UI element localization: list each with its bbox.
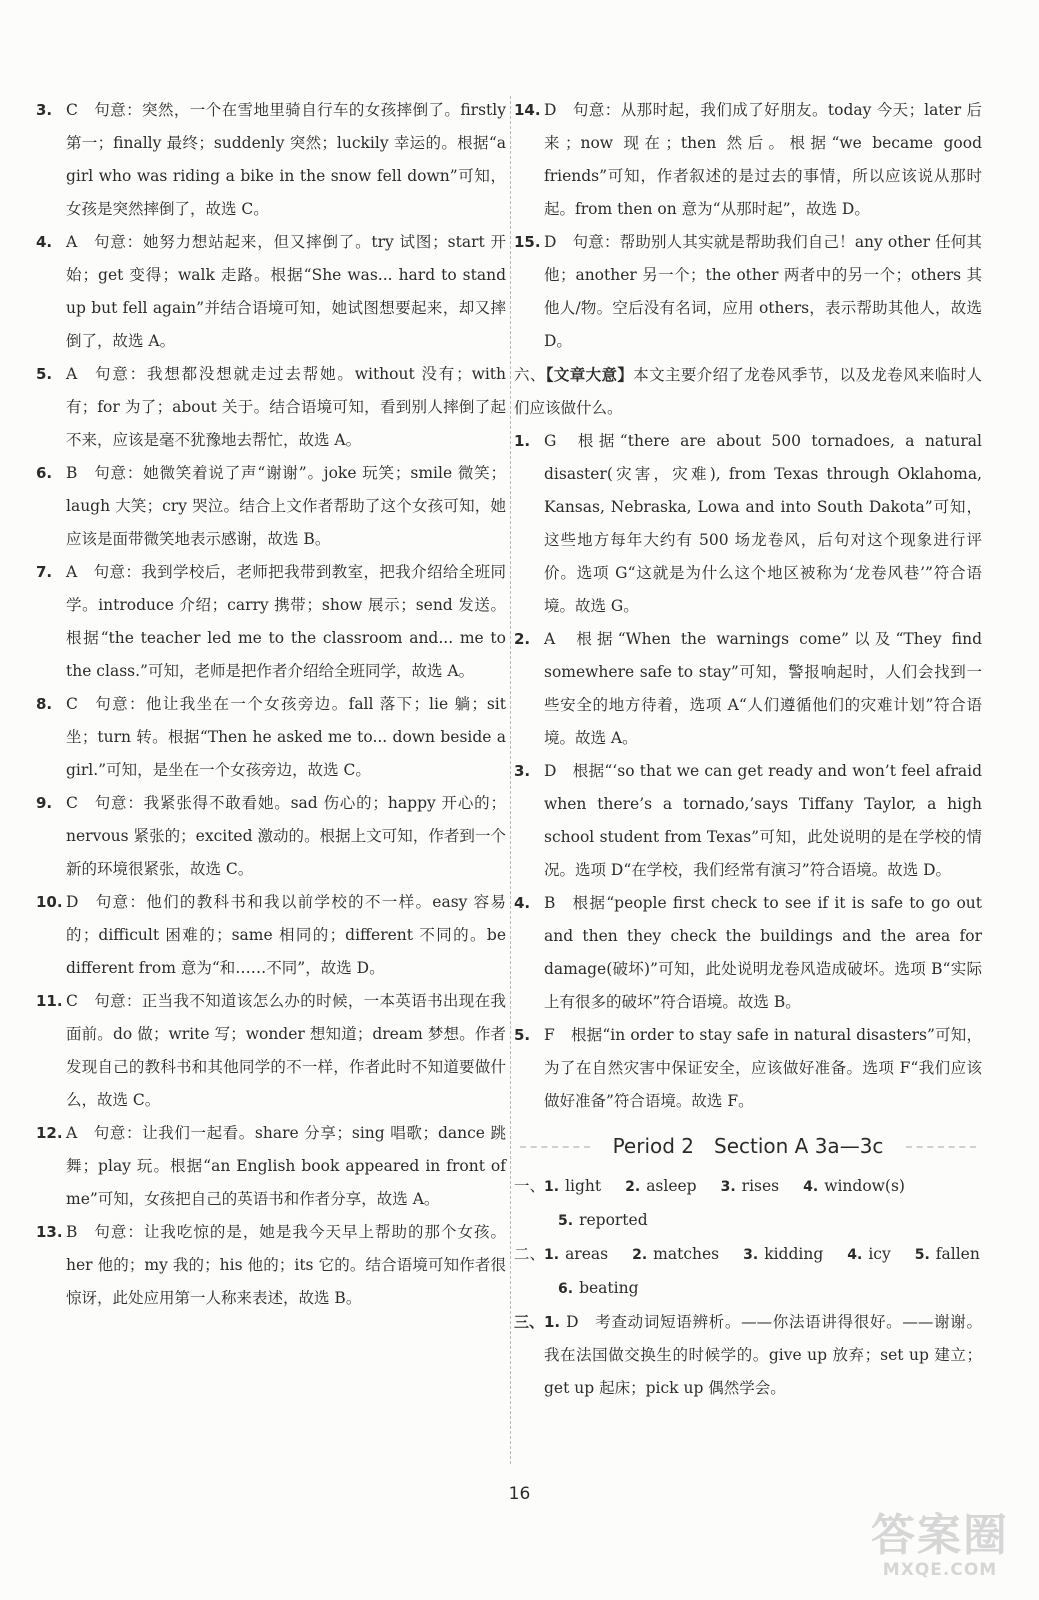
answer-letter: F [544, 1026, 555, 1044]
answer-item [36, 787, 506, 886]
part3-answer-item [514, 1306, 982, 1405]
item-number: 12. [36, 1124, 63, 1142]
answer-item [514, 755, 982, 887]
vocab-word: 6. beating [558, 1279, 639, 1297]
explanation: 句意：他让我坐在一个女孩旁边。fall 落下；lie 躺；sit 坐；turn 转。根据“Then he asked me to... down beside a girl.”可知，是坐在一个女孩旁边，故选 C。 [66, 695, 506, 779]
answer-item [36, 688, 506, 787]
answer-letter: C [66, 101, 78, 119]
item-number: 8. [36, 695, 53, 713]
vocab-word: 4. window(s) [803, 1177, 905, 1195]
answer-item [36, 1117, 506, 1216]
reading-answers [514, 425, 982, 1118]
cloze-answers-continued [514, 94, 982, 358]
explanation: 句意：我紧张得不敢看她。sad 伤心的；happy 开心的；nervous 紧张的；excited 激动的。根据上文可知，作者到一个新的环境很紧张，故选 C。 [66, 794, 506, 878]
answer-letter: D [544, 762, 557, 780]
explanation: 句意：帮助别人其实就是帮助我们自己！any other 任何其他；another 另一个；the other 两者中的另一个；others 其他人/物。空后没有名词，应用 others，表示帮助其他人，故选 D。 [544, 233, 982, 350]
item-number: 11. [36, 992, 63, 1010]
vocab-word: 5. fallen [914, 1245, 980, 1263]
watermark-logo: 答案圈 MXQE.COM [871, 1510, 1009, 1580]
answer-letter: A [66, 365, 78, 383]
item-number: 13. [36, 1223, 63, 1241]
item-number: 2. [514, 630, 531, 648]
vocab-word: 2. matches [632, 1245, 720, 1263]
explanation: 根据“When the warnings come”以及“They find somewhere safe to stay”可知，警报响起时，人们会找到一些安全的地方待着，选项 A“人们遵循他们的灾难计划”符合语境。故选 A。 [544, 630, 982, 747]
article-summary [514, 358, 982, 425]
explanation: 根据“in order to stay safe in natural disasters”可知，为了在自然灾害中保证安全，应该做好准备。选项 F“我们应该做好准备”符合语境。故选 F。 [544, 1026, 982, 1110]
vocab-part-1-cont [514, 1204, 982, 1238]
answer-letter: G [544, 432, 557, 450]
explanation: 考查动词短语辨析。——你法语讲得很好。——谢谢。我在法国做交换生的时候学的。give up 放弃；set up 建立；get up 起床；pick up 偶然学会。 [544, 1313, 982, 1397]
item-number: 10. [36, 893, 63, 911]
heading-dash-left [520, 1146, 590, 1148]
item-number: 3. [514, 762, 531, 780]
answer-letter: C [66, 695, 78, 713]
vocab-word: 3. kidding [743, 1245, 824, 1263]
answer-item [36, 886, 506, 985]
explanation: 句意：我想都没想就走过去帮她。without 没有；with 有；for 为了；about 关于。结合语境可知，看到别人摔倒了起不来，应该是毫不犹豫地去帮忙，故选 A。 [66, 365, 506, 449]
answer-item [514, 94, 982, 226]
explanation: 句意：我到学校后，老师把我带到教室，把我介绍给全班同学。introduce 介绍；carry 携带；show 展示；send 发送。根据“the teacher led me to the classroom and... me to the class.”可知，老师是把作者介绍给全班同学，故选 A。 [66, 563, 506, 680]
explanation: 句意：她努力想站起来，但又摔倒了。try 试图；start 开始；get 变得；walk 走路。根据“She was... hard to stand up but fell again”并结合语境可知，她试图想要起来，却又摔倒了，故选 A。 [66, 233, 506, 350]
item-number: 14. [514, 101, 541, 119]
answer-item [36, 985, 506, 1117]
answer-item [36, 226, 506, 358]
part-label: 三、 [514, 1313, 545, 1331]
explanation: 句意：她微笑着说了声“谢谢”。joke 玩笑；smile 微笑；laugh 大笑；cry 哭泣。结合上文作者帮助了这个女孩可知，她应该是面带微笑地表示感谢，故选 B。 [66, 464, 506, 548]
vocab-part-1 [514, 1170, 982, 1204]
summary-prefix: 六、 [514, 366, 546, 384]
part-label: 一、 [514, 1177, 546, 1195]
column-divider [510, 96, 511, 1464]
answer-letter: D [66, 893, 79, 911]
answer-item [514, 887, 982, 1019]
explanation: 根据“people first check to see if it is safe to go out and then they check the buildings and the area for damage(破坏)”可知，此处说明龙卷风造成破坏。选项 B“实际上有很多的破坏”符合语境。故选 B。 [544, 894, 982, 1011]
answer-item [36, 94, 506, 226]
item-number: 1. [514, 432, 531, 450]
explanation: 句意：让我们一起看。share 分享；sing 唱歌；dance 跳舞；play 玩。根据“an English book appeared in front of me”可知，女孩把自己的英语书和作者分享，故选 A。 [66, 1124, 506, 1208]
answer-letter: D [544, 233, 557, 251]
section-heading-text: Period 2 Section A 3a—3c [612, 1134, 884, 1158]
item-number: 4. [514, 894, 531, 912]
item-number: 7. [36, 563, 53, 581]
answer-letter: A [66, 563, 78, 581]
item-number: 5. [36, 365, 53, 383]
summary-tag: 【文章大意】 [545, 365, 634, 384]
answer-item [514, 623, 982, 755]
item-number: 5. [514, 1026, 531, 1044]
answer-letter: D [544, 101, 557, 119]
vocab-part-2-cont [514, 1272, 982, 1306]
heading-dash-right [906, 1146, 976, 1148]
answer-item [36, 457, 506, 556]
answer-letter: C [66, 992, 78, 1010]
summary-text: 本文主要介绍了龙卷风季节，以及龙卷风来临时人们应该做什么。 [514, 366, 982, 417]
answer-letter: B [66, 1223, 78, 1241]
explanation: 句意：正当我不知道该怎么办的时候，一本英语书出现在我面前。do 做；write 写；wonder 想知道；dream 梦想。作者发现自己的教科书和其他同学的不一样，作者此时不知道要做什么，故选 C。 [66, 992, 506, 1109]
answer-letter: D [566, 1313, 579, 1331]
vocab-part-2 [514, 1238, 982, 1272]
section-heading [514, 1130, 982, 1162]
explanation: 句意：让我吃惊的是，她是我今天早上帮助的那个女孩。her 他的；my 我的；his 他的；its 它的。结合语境可知作者很惊讶，此处应用第一人称来表述，故选 B。 [66, 1223, 506, 1307]
answer-letter: B [544, 894, 556, 912]
explanation: 根据“‘so that we can get ready and won’t feel afraid when there’s a tornado,’says Tiffany Taylor, a high school student from Texas”可知，此处说明的是在学校的情况。选项 D“在学校，我们经常有演习”符合语境。故选 D。 [544, 762, 982, 879]
answer-item [514, 1019, 982, 1118]
item-number: 9. [36, 794, 53, 812]
vocab-word: 4. icy [847, 1245, 891, 1263]
answer-letter: C [66, 794, 78, 812]
answer-letter: B [66, 464, 78, 482]
right-column [514, 94, 982, 1405]
vocab-word: 5. reported [558, 1211, 648, 1229]
vocab-word: 1. areas [544, 1245, 609, 1263]
vocab-word: 3. rises [720, 1177, 780, 1195]
item-number: 4. [36, 233, 53, 251]
explanation: 根据“there are about 500 tornadoes, a natural disaster(灾害，灾难), from Texas through Oklahoma, Kansas, Nebraska, Lowa and into South Dakota”可知，这些地方每年大约有 500 场龙卷风，后句对这个现象进行评价。选项 G“这就是为什么这个地区被称为‘龙卷风巷’”符合语境。故选 G。 [544, 432, 982, 615]
answer-letter: A [66, 1124, 78, 1142]
explanation: 句意：从那时起，我们成了好朋友。today 今天；later 后来；now 现在；then 然后。根据“we became good friends”可知，作者叙述的是过去的事情，所以应该说从那时起。from then on 意为“从那时起”，故选 D。 [544, 101, 982, 218]
answer-item [36, 358, 506, 457]
answer-letter: A [66, 233, 78, 251]
answer-letter: A [544, 630, 556, 648]
explanation: 句意：他们的教科书和我以前学校的不一样。easy 容易的；difficult 困难的；same 相同的；different 不同的。be different from 意为“和……不同”，故选 D。 [66, 893, 506, 977]
explanation: 句意：突然，一个在雪地里骑自行车的女孩摔倒了。firstly 第一；finally 最终；suddenly 突然；luckily 幸运的。根据“a girl who was riding a bike in the snow fell down”可知，女孩是突然摔倒了，故选 C。 [66, 101, 506, 218]
left-column [36, 94, 506, 1315]
page-number: 16 [508, 1484, 531, 1504]
item-number: 3. [36, 101, 53, 119]
answer-item [514, 425, 982, 623]
item-number: 1. [544, 1313, 561, 1331]
vocab-word: 1. light [544, 1177, 602, 1195]
vocab-word: 2. asleep [625, 1177, 697, 1195]
part-label: 二、 [514, 1245, 546, 1263]
answer-item [36, 1216, 506, 1315]
item-number: 15. [514, 233, 541, 251]
answer-item [514, 226, 982, 358]
answer-item [36, 556, 506, 688]
item-number: 6. [36, 464, 53, 482]
